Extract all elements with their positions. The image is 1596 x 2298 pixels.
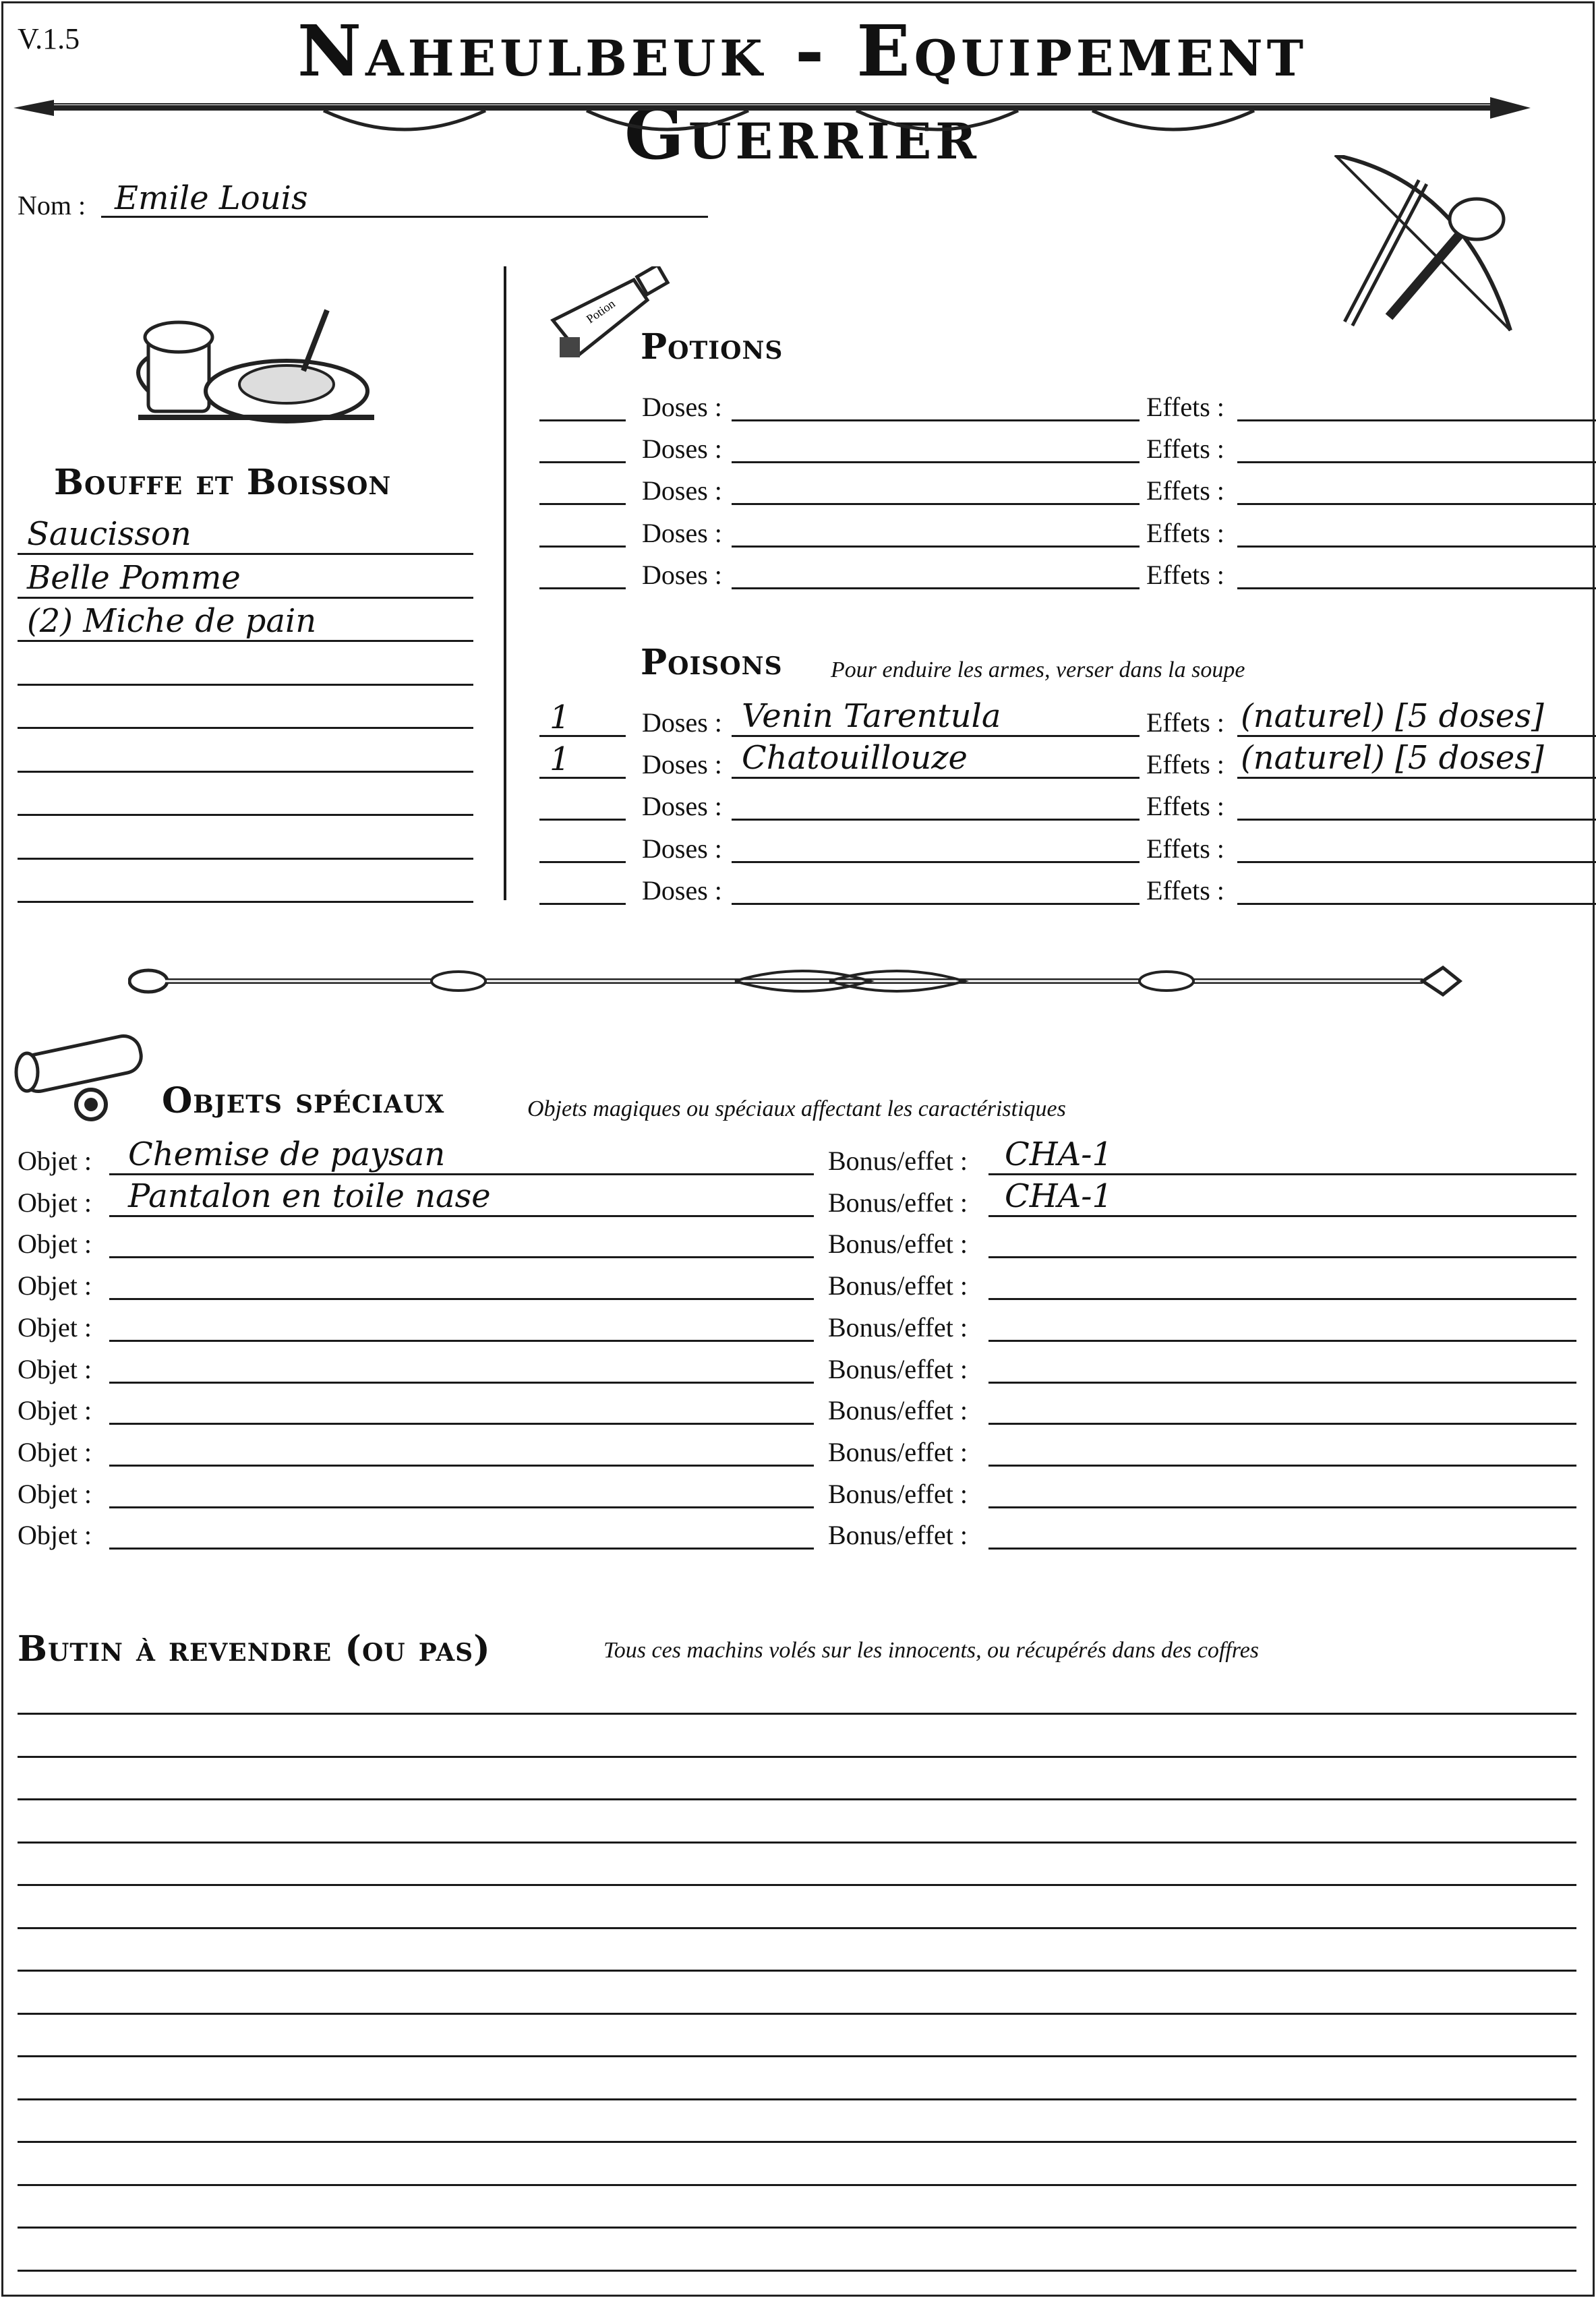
food-line xyxy=(18,553,473,555)
food-item[interactable]: (2) Miche de pain xyxy=(27,602,317,640)
objet-value[interactable]: Pantalon en toile nase xyxy=(128,1177,491,1215)
effets-line xyxy=(1237,503,1596,505)
objet-line xyxy=(109,1423,814,1425)
poisons-heading: Poisons xyxy=(641,642,783,683)
qty-value[interactable]: 1 xyxy=(550,740,570,779)
bonus-line xyxy=(988,1340,1576,1342)
qty-line xyxy=(539,546,626,548)
qty-line xyxy=(539,903,626,905)
bonus-line xyxy=(988,1173,1576,1175)
doses-label: Doses : xyxy=(642,749,722,780)
objet-label: Objet : xyxy=(18,1395,92,1426)
objet-label: Objet : xyxy=(18,1229,92,1260)
bonus-label: Bonus/effet : xyxy=(828,1146,968,1176)
loot-subtitle: Tous ces machins volés sur les innocents, ou récupérés dans des coffres xyxy=(603,1638,1260,1663)
effets-line xyxy=(1237,461,1596,463)
loot-line[interactable] xyxy=(18,1927,1576,1929)
bonus-value[interactable]: CHA-1 xyxy=(1005,1136,1113,1173)
effets-label: Effets : xyxy=(1146,475,1224,506)
loot-line[interactable] xyxy=(18,1970,1576,1972)
loot-line[interactable] xyxy=(18,1798,1576,1800)
doses-label: Doses : xyxy=(642,475,722,506)
objet-line xyxy=(109,1548,814,1550)
bonus-line xyxy=(988,1382,1576,1384)
qty-line xyxy=(539,503,626,505)
objet-label: Objet : xyxy=(18,1353,92,1384)
scroll-ring-icon xyxy=(13,1025,155,1126)
bonus-line xyxy=(988,1298,1576,1300)
loot-line[interactable] xyxy=(18,1842,1576,1844)
potions-heading: Potions xyxy=(641,326,784,367)
doses-line xyxy=(732,587,1140,589)
food-line xyxy=(18,640,473,642)
doses-line xyxy=(732,903,1140,905)
effets-label: Effets : xyxy=(1146,833,1224,864)
food-heading: Bouffe et Boisson xyxy=(54,462,392,503)
bonus-label: Bonus/effet : xyxy=(828,1187,968,1218)
doses-label: Doses : xyxy=(642,791,722,822)
doses-line xyxy=(732,861,1140,863)
objet-label: Objet : xyxy=(18,1187,92,1218)
food-line xyxy=(18,684,473,686)
bonus-label: Bonus/effet : xyxy=(828,1270,968,1301)
effets-line xyxy=(1237,587,1596,589)
bonus-label: Bonus/effet : xyxy=(828,1353,968,1384)
food-line xyxy=(18,597,473,599)
objet-line xyxy=(109,1340,814,1342)
effets-line xyxy=(1237,777,1596,779)
spear-divider-icon xyxy=(13,88,1531,148)
doses-label: Doses : xyxy=(642,517,722,548)
food-line xyxy=(18,771,473,773)
qty-line xyxy=(539,861,626,863)
bonus-label: Bonus/effet : xyxy=(828,1478,968,1509)
loot-line[interactable] xyxy=(18,2227,1576,2229)
qty-value[interactable]: 1 xyxy=(550,699,570,736)
doses-value[interactable]: Chatouillouze xyxy=(742,739,968,777)
objet-line xyxy=(109,1256,814,1258)
section-divider xyxy=(504,266,506,900)
loot-line[interactable] xyxy=(18,2270,1576,2272)
svg-text:Potion: Potion xyxy=(583,296,618,326)
bonus-line xyxy=(988,1465,1576,1467)
effets-line xyxy=(1237,861,1596,863)
qty-line xyxy=(539,461,626,463)
doses-label: Doses : xyxy=(642,833,722,864)
loot-line[interactable] xyxy=(18,2098,1576,2100)
doses-label: Doses : xyxy=(642,392,722,422)
effets-label: Effets : xyxy=(1146,707,1224,738)
objet-line xyxy=(109,1465,814,1467)
objet-line xyxy=(109,1382,814,1384)
bonus-label: Bonus/effet : xyxy=(828,1436,968,1467)
objet-label: Objet : xyxy=(18,1436,92,1467)
qty-line xyxy=(539,819,626,821)
bonus-line xyxy=(988,1215,1576,1217)
doses-value[interactable]: Venin Tarentula xyxy=(742,697,1001,735)
food-item[interactable]: Belle Pomme xyxy=(27,558,241,597)
version-label: V.1.5 xyxy=(18,22,80,55)
doses-line xyxy=(732,419,1140,421)
effets-line xyxy=(1237,735,1596,737)
effets-label: Effets : xyxy=(1146,392,1224,422)
effets-line xyxy=(1237,819,1596,821)
doses-line xyxy=(732,819,1140,821)
effets-line xyxy=(1237,903,1596,905)
objet-line xyxy=(109,1298,814,1300)
objet-line xyxy=(109,1173,814,1175)
bonus-label: Bonus/effet : xyxy=(828,1520,968,1551)
objet-line xyxy=(109,1215,814,1217)
name-line xyxy=(101,216,708,218)
special-subtitle: Objets magiques ou spéciaux affectant les caractéristiques xyxy=(527,1096,1066,1121)
effets-line xyxy=(1237,419,1596,421)
food-line xyxy=(18,814,473,816)
bonus-label: Bonus/effet : xyxy=(828,1312,968,1343)
name-value[interactable]: Emile Louis xyxy=(115,179,308,217)
effets-line xyxy=(1237,546,1596,548)
food-line xyxy=(18,901,473,903)
bonus-line xyxy=(988,1256,1576,1258)
loot-line[interactable] xyxy=(18,2055,1576,2057)
effets-value[interactable]: (naturel) [5 doses] xyxy=(1241,697,1544,735)
food-drink-icon xyxy=(135,297,378,432)
loot-line[interactable] xyxy=(18,2141,1576,2143)
loot-line[interactable] xyxy=(18,2013,1576,2015)
effets-label: Effets : xyxy=(1146,791,1224,822)
effets-label: Effets : xyxy=(1146,749,1224,780)
qty-line xyxy=(539,419,626,421)
loot-line[interactable] xyxy=(18,1884,1576,1886)
effets-label: Effets : xyxy=(1146,559,1224,590)
doses-line xyxy=(732,503,1140,505)
crossed-weapons-icon xyxy=(1322,155,1531,337)
bonus-line xyxy=(988,1506,1576,1508)
doses-label: Doses : xyxy=(642,559,722,590)
qty-line xyxy=(539,587,626,589)
bonus-line xyxy=(988,1423,1576,1425)
doses-line xyxy=(732,777,1140,779)
objet-label: Objet : xyxy=(18,1270,92,1301)
name-label: Nom : xyxy=(18,190,86,220)
effets-value[interactable]: (naturel) [5 doses] xyxy=(1241,739,1544,777)
doses-line xyxy=(732,546,1140,548)
effets-label: Effets : xyxy=(1146,517,1224,548)
doses-label: Doses : xyxy=(642,434,722,465)
doses-label: Doses : xyxy=(642,875,722,906)
objet-line xyxy=(109,1506,814,1508)
staff-divider-icon xyxy=(128,958,1463,1005)
objet-value[interactable]: Chemise de paysan xyxy=(128,1136,446,1173)
page-title: Naheulbeuk - Equipement Guerrier xyxy=(297,9,1308,175)
bonus-line xyxy=(988,1548,1576,1550)
effets-label: Effets : xyxy=(1146,434,1224,465)
bonus-value[interactable]: CHA-1 xyxy=(1005,1177,1113,1215)
doses-line xyxy=(732,735,1140,737)
doses-line xyxy=(732,461,1140,463)
objet-label: Objet : xyxy=(18,1312,92,1343)
bonus-label: Bonus/effet : xyxy=(828,1229,968,1260)
loot-line[interactable] xyxy=(18,1756,1576,1758)
loot-line[interactable] xyxy=(18,1713,1576,1715)
food-line xyxy=(18,727,473,729)
loot-heading: Butin à revendre (ou pas) xyxy=(18,1628,491,1670)
special-heading: Objets spéciaux xyxy=(162,1080,445,1121)
bonus-label: Bonus/effet : xyxy=(828,1395,968,1426)
loot-line[interactable] xyxy=(18,2184,1576,2186)
objet-label: Objet : xyxy=(18,1520,92,1551)
doses-label: Doses : xyxy=(642,707,722,738)
objet-label: Objet : xyxy=(18,1146,92,1176)
poisons-subtitle: Pour enduire les armes, verser dans la soupe xyxy=(831,657,1245,682)
food-line xyxy=(18,858,473,860)
objet-label: Objet : xyxy=(18,1478,92,1509)
effets-label: Effets : xyxy=(1146,875,1224,906)
food-item[interactable]: Saucisson xyxy=(27,515,191,553)
